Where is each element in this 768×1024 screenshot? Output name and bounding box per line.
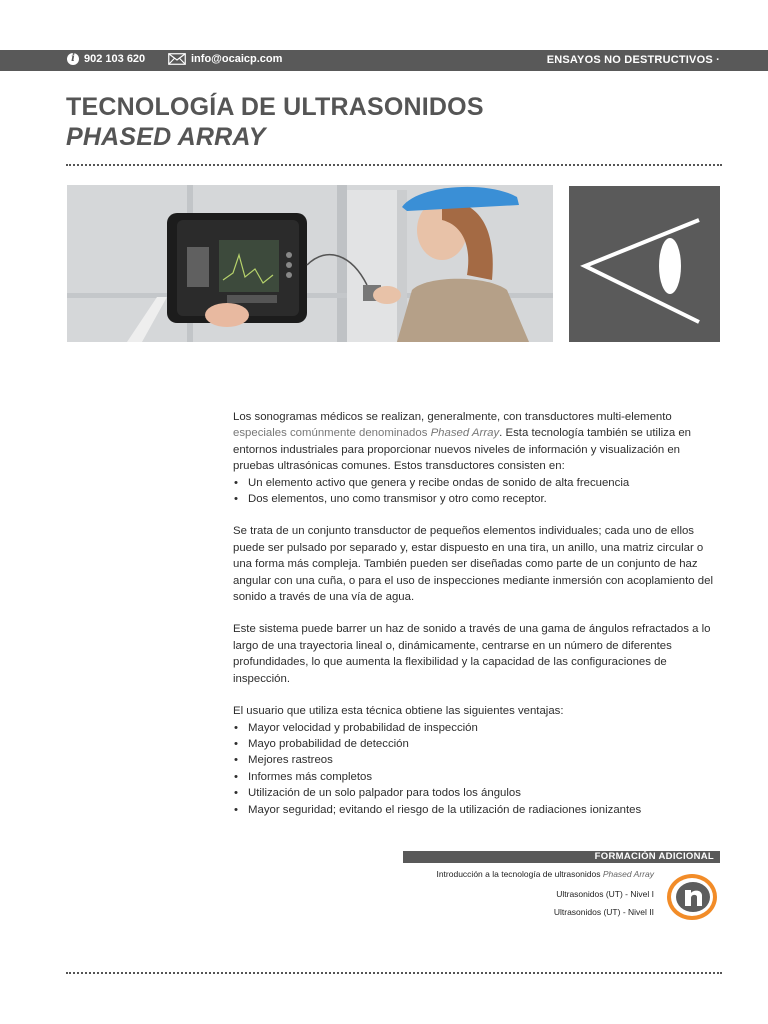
course-link-phased-array[interactable]: [436, 869, 654, 879]
eye-icon-panel: [569, 186, 720, 342]
course-link-ut-nivel-1[interactable]: Ultrasonidos (UT) - Nivel I: [556, 889, 654, 899]
brand-logo: [666, 873, 718, 921]
course-link-text: Introducción a la tecnología de ultrasonidos: [436, 869, 603, 879]
formacion-heading-bar: [403, 851, 720, 863]
page-title: [66, 92, 484, 152]
list-item: • Mayor seguridad; evitando el riesgo de la utilización de radiaciones ionizantes: [233, 802, 721, 818]
eye-icon: [569, 186, 720, 342]
list-item: • Dos elementos, uno como transmisor y otro como receptor.: [233, 491, 721, 507]
info-icon: i: [67, 53, 79, 65]
dotted-divider-top: [66, 164, 722, 166]
formacion-heading: FORMACIÓN ADICIONAL: [594, 851, 714, 862]
dotted-divider-bottom: [66, 972, 722, 974]
list-item: • Un elemento activo que genera y recibe ondas de sonido de alta frecuencia: [233, 475, 721, 491]
envelope-icon: [168, 53, 186, 65]
photo-illustration: [67, 185, 553, 342]
advantages-list: [233, 720, 721, 818]
paragraph-description: Se trata de un conjunto transductor de pequeños elementos individuales; cada uno de ellos puede ser pulsado por separado y, estar dispuesto en una tira, un anillo, una matriz circular o una forma más compleja. También pueden ser diseñadas como parte de un conjunto de haz angular con una cuña, o para el uso de inspecciones mediante inmersión con acoplamiento del sonido a través de una vía de agua.: [233, 525, 713, 604]
inspection-photo: [67, 185, 553, 342]
section-label: ENSAYOS NO DESTRUCTIVOS ·: [546, 54, 720, 66]
paragraph-system: Este sistema puede barrer un haz de sonido a través de una gama de ángulos refractados a lo largo de una trayectoria lineal o, dinámicamente, centrarse en un número de diferentes profundidades, lo que aumenta la flexibilidad y la capacidad de las configuraciones de inspección.: [233, 623, 711, 685]
phone-contact[interactable]: [67, 53, 145, 65]
title-line-2: PHASED ARRAY: [66, 123, 266, 151]
paragraph-intro: [233, 409, 721, 475]
paragraph-advantages: El usuario que utiliza esta técnica obtiene las siguientes ventajas:: [233, 705, 564, 718]
intro-phased-array: Phased Array: [430, 427, 500, 440]
phone-number: 902 103 620: [84, 53, 146, 65]
list-item: • Mejores rastreos: [233, 752, 721, 768]
intro-text-c: . Esta tecnología también se utiliza en entornos industriales para proporcionar nuevos niveles de información y visualización en pruebas ultrasónicas comunes. Estos transductores consisten en:: [233, 427, 692, 473]
email-contact[interactable]: [168, 53, 282, 65]
list-item: • Mayor velocidad y probabilidad de inspección: [233, 720, 721, 736]
list-item: • Utilización de un solo palpador para todos los ángulos: [233, 785, 721, 801]
transducer-list: [233, 475, 721, 508]
top-bar: [0, 50, 768, 71]
main-content: [233, 409, 721, 834]
course-link-italic: Phased Array: [602, 869, 654, 879]
intro-text-b: especiales comúnmente denominados: [233, 427, 431, 440]
course-link-ut-nivel-2[interactable]: Ultrasonidos (UT) - Nivel II: [553, 907, 654, 917]
list-item: • Mayo probabilidad de detección: [233, 736, 721, 752]
list-item: • Informes más completos: [233, 769, 721, 785]
title-line-1: TECNOLOGÍA DE ULTRASONIDOS: [66, 93, 484, 121]
email-address: info@ocaicp.com: [191, 53, 283, 65]
intro-text-a: Los sonogramas médicos se realizan, generalmente, con transductores multi-elemento: [233, 411, 672, 423]
